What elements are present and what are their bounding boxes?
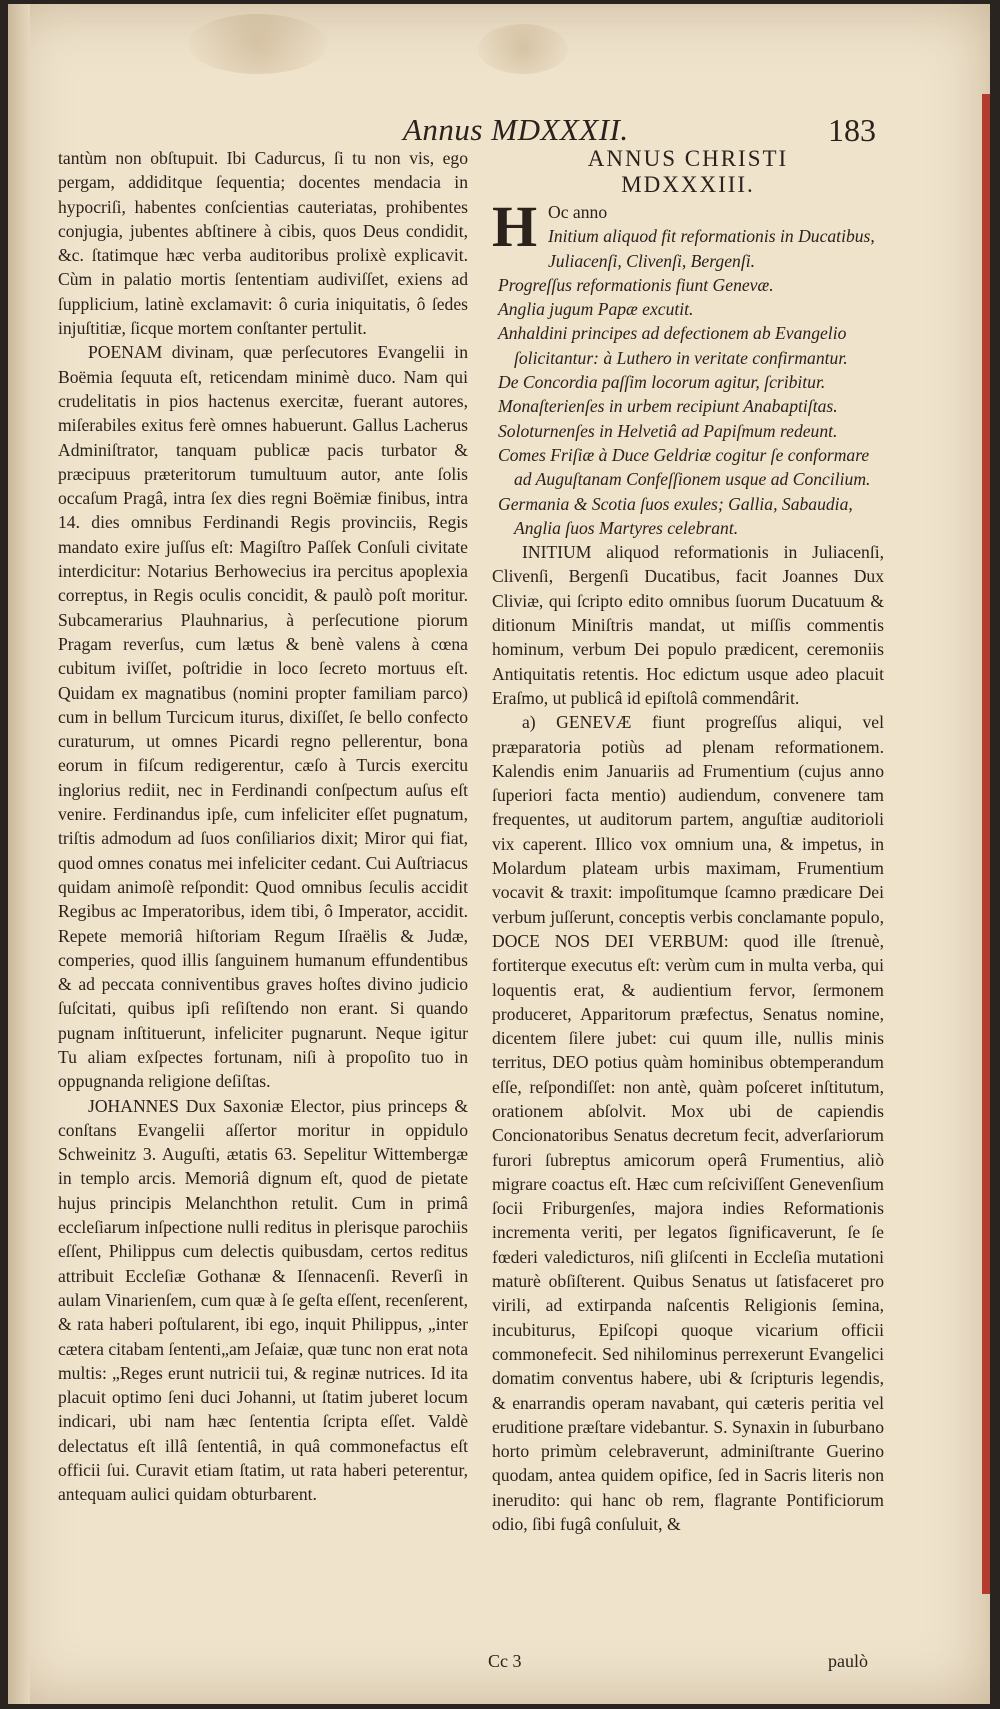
page-gutter (8, 4, 30, 1704)
year-heading (492, 146, 884, 198)
book-page (8, 4, 990, 1704)
summary-list (492, 273, 884, 540)
summary-item: De Concordia paſſim locorum agitur, ſcribitur. (498, 372, 826, 393)
summary-item: Progreſſus reformationis fiunt Genevæ. (498, 274, 774, 295)
summary-item: Soloturnenſes in Helvetiâ ad Papiſmum redeunt. (498, 420, 838, 441)
summary-item: Germania & Scotia ſuos exules; Gallia, Sabaudia, Anglia ſuos Martyres celebrant. (498, 493, 853, 538)
paper-stain (478, 24, 568, 74)
page-edge (982, 94, 990, 1594)
paragraph: tantùm non obſtupuit. Ibi Cadurcus, ſi tu non vis, ego pergam, addiditque ſequentia; docentes mendacia in hypocriſi, habentes conſcientias cauteriatas, prohibentes conjugia, jubentes abſtinere à cibis, quos Deus condidit, &c. ſtatimque hæc verba auditoribus prolixè explicavit. Cùm in palatio mortis ſententiam audiviſſet, exiens ad ſupplicium, latinè exclamavit: ô curia iniquitatis, ô ſedes injuſtitiæ, ſicque mortem conſtanter pertulit. (58, 148, 468, 339)
signature-mark: Cc 3 (488, 1651, 522, 1671)
year-heading-line: MDXXXIII. (621, 172, 755, 197)
left-column (58, 146, 468, 1507)
summary-item: Initium aliquod fit reformationis in Ducatibus, Juliacenſi, Clivenſi, Bergenſi. (548, 226, 875, 271)
paragraph: INITIUM aliquod reformationis in Juliacenſi, Clivenſi, Bergenſi Ducatibus, facit Joannes Dux Cliviæ, qui ſcripto edito omnibus ſuorum Ducatuum & ditionum Miniſtris mandat, ut miſſis commentis hominum, verbum Dei populo prædicent, ceremoniis Antiquitatis retentis. Hoc edictum usque adeo placuit Eraſmo, ut publicâ id epiſtolâ commendârit. (492, 542, 884, 708)
hoc-anno: Oc anno (548, 202, 608, 222)
summary-item: Comes Friſiæ à Duce Geldriæ cogitur ſe conformare ad Auguſtanam Confeſſionem usque ad Concilium. (498, 444, 871, 490)
chapter-opening (492, 194, 884, 273)
paragraph: POENAM divinam, quæ perſecutores Evangelii in Boëmia ſequuta eſt, reticendam minimè duco. Nam qui crudelitatis in pios hactenus exercitæ, fuerant autores, miſerabiles exitus ferè omnes habuerunt. Gallus Lacherus Adminiſtrator, tanquam publicæ pacis turbator & præcipuus præteritorum tumultuum autor, ante ſolis occaſum Pragâ, intra ſex dies regni Boëmiæ finibus, intra 14. dies omnibus Ferdinandi Regis provinciis, Regis mandato exire juſſus eſt: Magiſtro Paſſek Conſuli civitate interdicitur: Notarius Berhowecius ira percitus apoplexia correptus, in Regis oculis concidit, & paulò poſt moritur. Subcamerarius Plauhnarius, à perſecutione piorum Pragam reverſus, cum lætus & benè valens à cœna cubitum iviſſet, poſtridie in loco ſecreto mortuus eſt. Quidam ex magnatibus (nomini propter familiam parco) cum in bellum Turcicum iturus, dixiſſet, ſe bello confecto curaturum, ut omnes Picardi regno pellerentur, bona eorum in fiſcum redigerentur, cæſo à Turcis exercitu inglorius rediit, nec in Ferdinandi conſpectum auſus eſt venire. Ferdinandus ipſe, cum infeliciter eſſet pugnatum, triſtis admodum ad ſuos conſiliarios dixit; Miror qui fiat, quod omnes conatus mei infeliciter cedant. Cui Auſtriacus quidam animoſè reſpondit: Quod omnibus ſeculis accidit Regibus ac Imperatoribus, idem tibi, ô Imperator, accidit. Repete memoriâ hiſtoriam Regum Iſraëlis & Judæ, comperies, quod illis ſanguinem humanum effundentibus & ad peccata conniventibus graves hoſtes divino judicio ſuſcitati, quibus ipſi reſiſtendo non erant. Si quando pugnam inſtituerunt, infeliciter pugnarunt. Neque igitur Tu aliam exſpectes fortunam, niſi à propoſito tuo in oppugnanda religione deſiſtas. (58, 342, 468, 1092)
right-column (492, 146, 884, 1536)
page-number: 183 (828, 112, 876, 148)
paper-stain (188, 14, 328, 74)
running-title: Annus MDXXXII. (403, 112, 629, 147)
paragraph: JOHANNES Dux Saxoniæ Elector, pius princeps & conſtans Evangelii aſſertor moritur in oppidulo Schweinitz 3. Auguſti, ætatis 63. Sepelitur Wittembergæ in templo arcis. Memoriâ dignum eſt, quod de pietate hujus principis Melanchthon retulit. Cum in primâ eccleſiarum inſpectione nulli reditus in plerisque parochiis eſſent, Philippus cum delectis quibusdam, certos reditus attribuit Eccleſiæ Gothanæ & Iſennacenſi. Reverſi in aulam Vinarienſem, cum quæ à ſe geſta eſſent, recenſerent, & rata haberi poſtularent, ibi ego, inquit Philippus, „inter cætera citabam ſententi„am Jeſaiæ, quæ tunc non erat nota multis: „Reges erunt nutricii tui, & reginæ nutrices. Id ita placuit optimo ſeni duci Johanni, ut ſtatim juberet locum indicari, ubi nam hæc ſententia ſcripta eſſet. Valdè delectatus eſt illâ ſententiâ, in quâ commonefactus eſt officii ſui. Curavit etiam ſtatim, ut rata haberi peterentur, antequam aulici quidam obturbarent. (58, 1095, 468, 1505)
catchword: paulò (828, 1651, 868, 1671)
paragraph: a) GENEVÆ fiunt progreſſus aliqui, vel præparatoria potiùs ad plenam reformationem. Kalendis enim Januariis ad Frumentium (cujus anno ſuperiori facta mentio) audiendum, convenere tam frequentes, ut auditorum partem, anguſtiæ auditorioli vix caperent. Illico vox omnium una, & impetus, in Molardum plateam urbis maximam, Frumentium vocavit & traxit: impoſitumque ſcamno prædicare Dei verbum juſſerunt, conceptis verbis conclamante populo, DOCE NOS DEI VERBUM: quod ille ſtrenuè, fortiterque executus eſt: verùm cum in multa verba, qui loquentis erat, & audientium fervor, ſermonem produceret, Apparitorum præfectus, Senatus nomine, dicentem ſilere jubet: cui quum ille, nullis minis territus, DEO potius quàm hominibus obtemperandum eſſe, reſpondiſſet: non antè, quàm poſceret inſtitutum, orationem abſolvit. Mox ubi de capiendis Concionatoribus Senatus decretum fecit, adverſariorum furori ſubreptus amicorum operâ Frumentius, aliò migrare coactus eſt. Hæc cum reſciviſſent Genevenſium ſocii Friburgenſes, majora indies Reformationis incrementa veriti, per legatos ſignificaverunt, ſe ſe fœderi valedicturos, niſi gliſcenti in Eccleſia mutationi maturè obſiſterent. Quibus Senatus ut ſatisfaceret pro virili, ad extirpanda naſcentis Religionis ſemina, incubiturus, Epiſcopi quoque vicarium officii commonefecit. Sed nihilominus perrexerunt Evangelici domatim conventus habere, ubi & ſcripturis legendis, & enarrandis operam navabant, qui cæteris peritia vel eruditione præſtare videbantur. S. Synaxin in ſuburbano horto primùm celebraverunt, adminiſtrante Guerino quodam, antea quidem opifice, ſed in Sacris literis non inerudito: qui hanc ob rem, flagrante Pontificiorum odio, ſibi fugâ conſuluit, & (492, 712, 884, 1535)
drop-cap: H (492, 194, 538, 259)
year-heading-line: ANNUS CHRISTI (587, 146, 789, 171)
summary-item: Monaſterienſes in urbem recipiunt Anabaptiſtas. (498, 396, 838, 417)
summary-item: Anhaldini principes ad defectionem ab Evangelio ſolicitantur: à Luthero in veritate confirmantur. (498, 323, 848, 368)
summary-item: Anglia jugum Papæ excutit. (498, 299, 694, 320)
